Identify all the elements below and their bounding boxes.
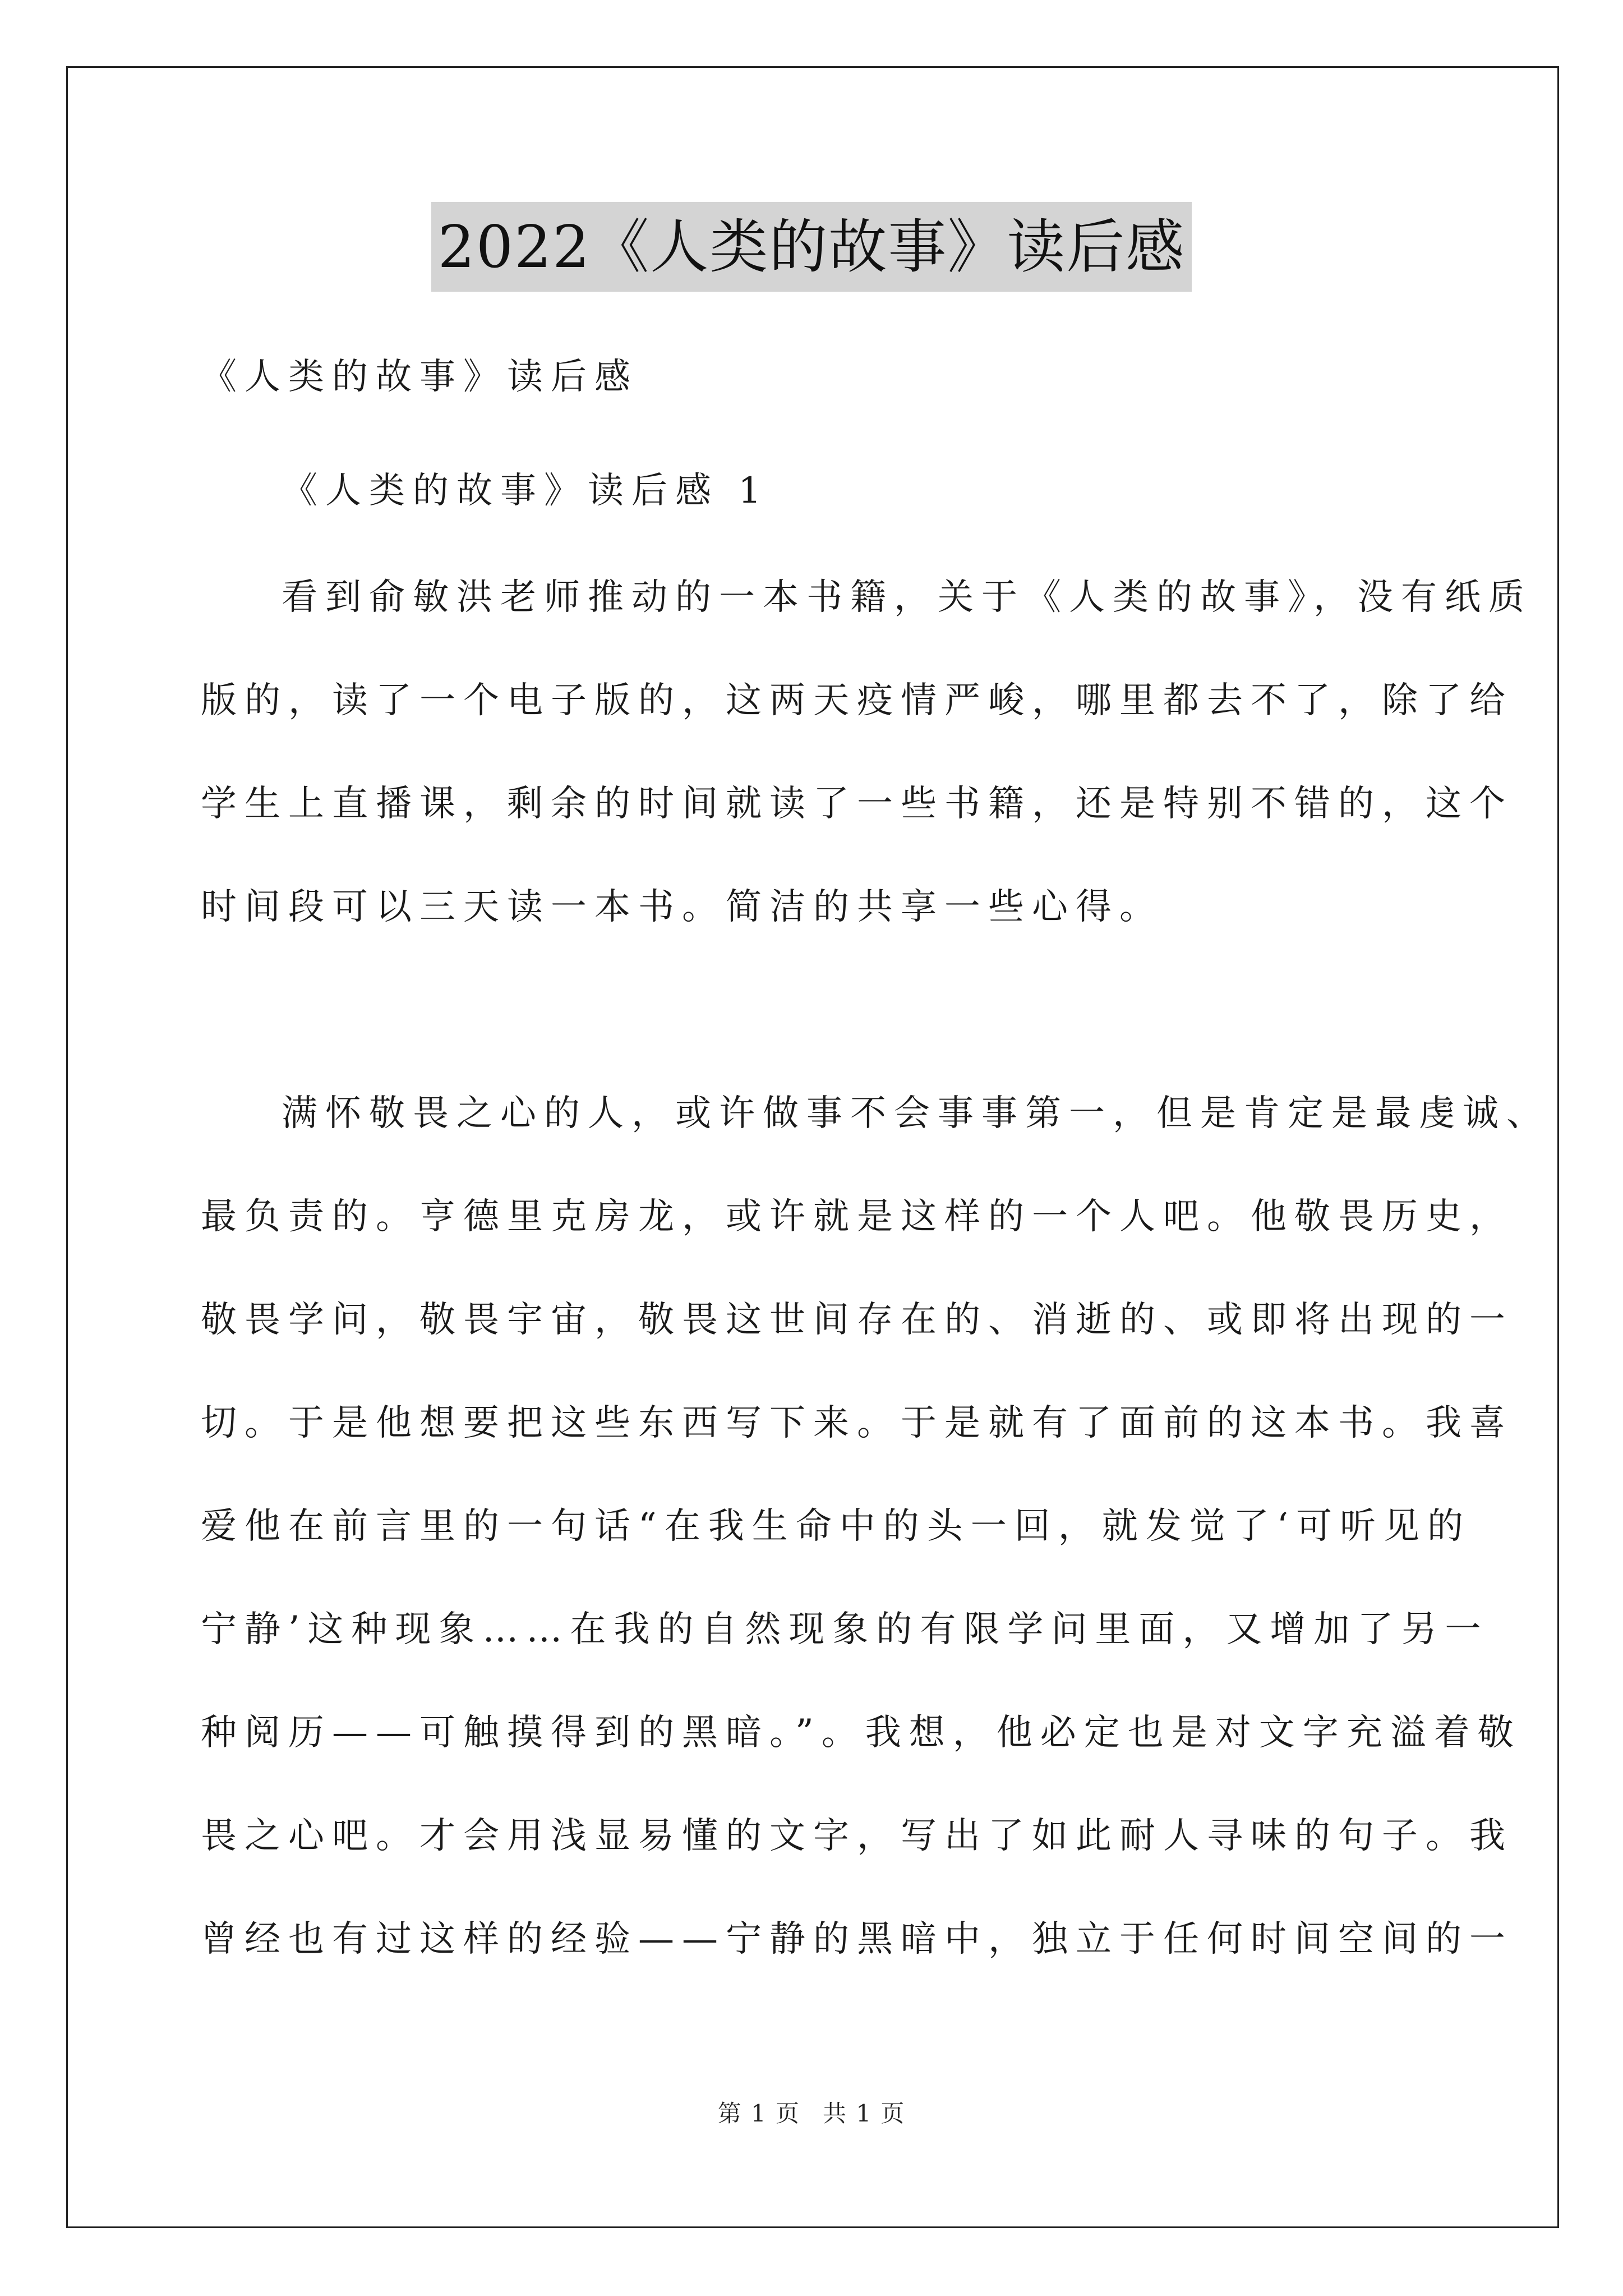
paragraph2-line-2: 最负责的。亨德里克房龙，或许就是这样的一个人吧。他敬畏历史， [201,1196,1513,1237]
document-subtitle: 《人类的故事》读后感 [201,356,638,398]
paragraph2-line-4: 切。于是他想要把这些东西写下来。于是就有了面前的这本书。我喜 [201,1402,1513,1444]
title-container [0,202,1623,292]
page-number-current: 第 1 页 [717,2100,800,2127]
page-number-total: 共 1 页 [823,2100,906,2127]
paragraph2-line-8: 畏之心吧。才会用浅显易懂的文字，写出了如此耐人寻味的句子。我 [201,1815,1513,1857]
paragraph1-line-1: 看到俞敏洪老师推动的一本书籍，关于《人类的故事》，没有纸质 [282,577,1532,618]
paragraph2-line-5: 爱他在前言里的一句话“在我生命中的头一回，就发觉了‘可听见的 [201,1506,1472,1547]
document-title: 2022《人类的故事》读后感 [431,202,1192,292]
paragraph2-line-1: 满怀敬畏之心的人，或许做事不会事事第一，但是肯定是最虔诚、 [282,1093,1550,1134]
paragraph2-line-7: 种阅历——可触摸得到的黑暗。”。我想，他必定也是对文字充溢着敬 [201,1712,1521,1754]
section-heading: 《人类的故事》读后感 1 [282,470,769,512]
paragraph1-line-3: 学生上直播课，剩余的时间就读了一些书籍，还是特别不错的，这个 [201,783,1513,825]
paragraph2-line-6: 宁静’这种现象……在我的自然现象的有限学问里面，又增加了另一 [201,1609,1489,1650]
paragraph1-line-2: 版的，读了一个电子版的，这两天疫情严峻，哪里都去不了，除了给 [201,680,1513,721]
paragraph1-line-4: 时间段可以三天读一本书。简洁的共享一些心得。 [201,886,1163,928]
page-footer [0,2095,1623,2129]
paragraph2-line-9: 曾经也有过这样的经验——宁静的黑暗中，独立于任何时间空间的一 [201,1918,1513,1960]
paragraph2-line-3: 敬畏学问，敬畏宇宙，敬畏这世间存在的、消逝的、或即将出现的一 [201,1299,1513,1341]
